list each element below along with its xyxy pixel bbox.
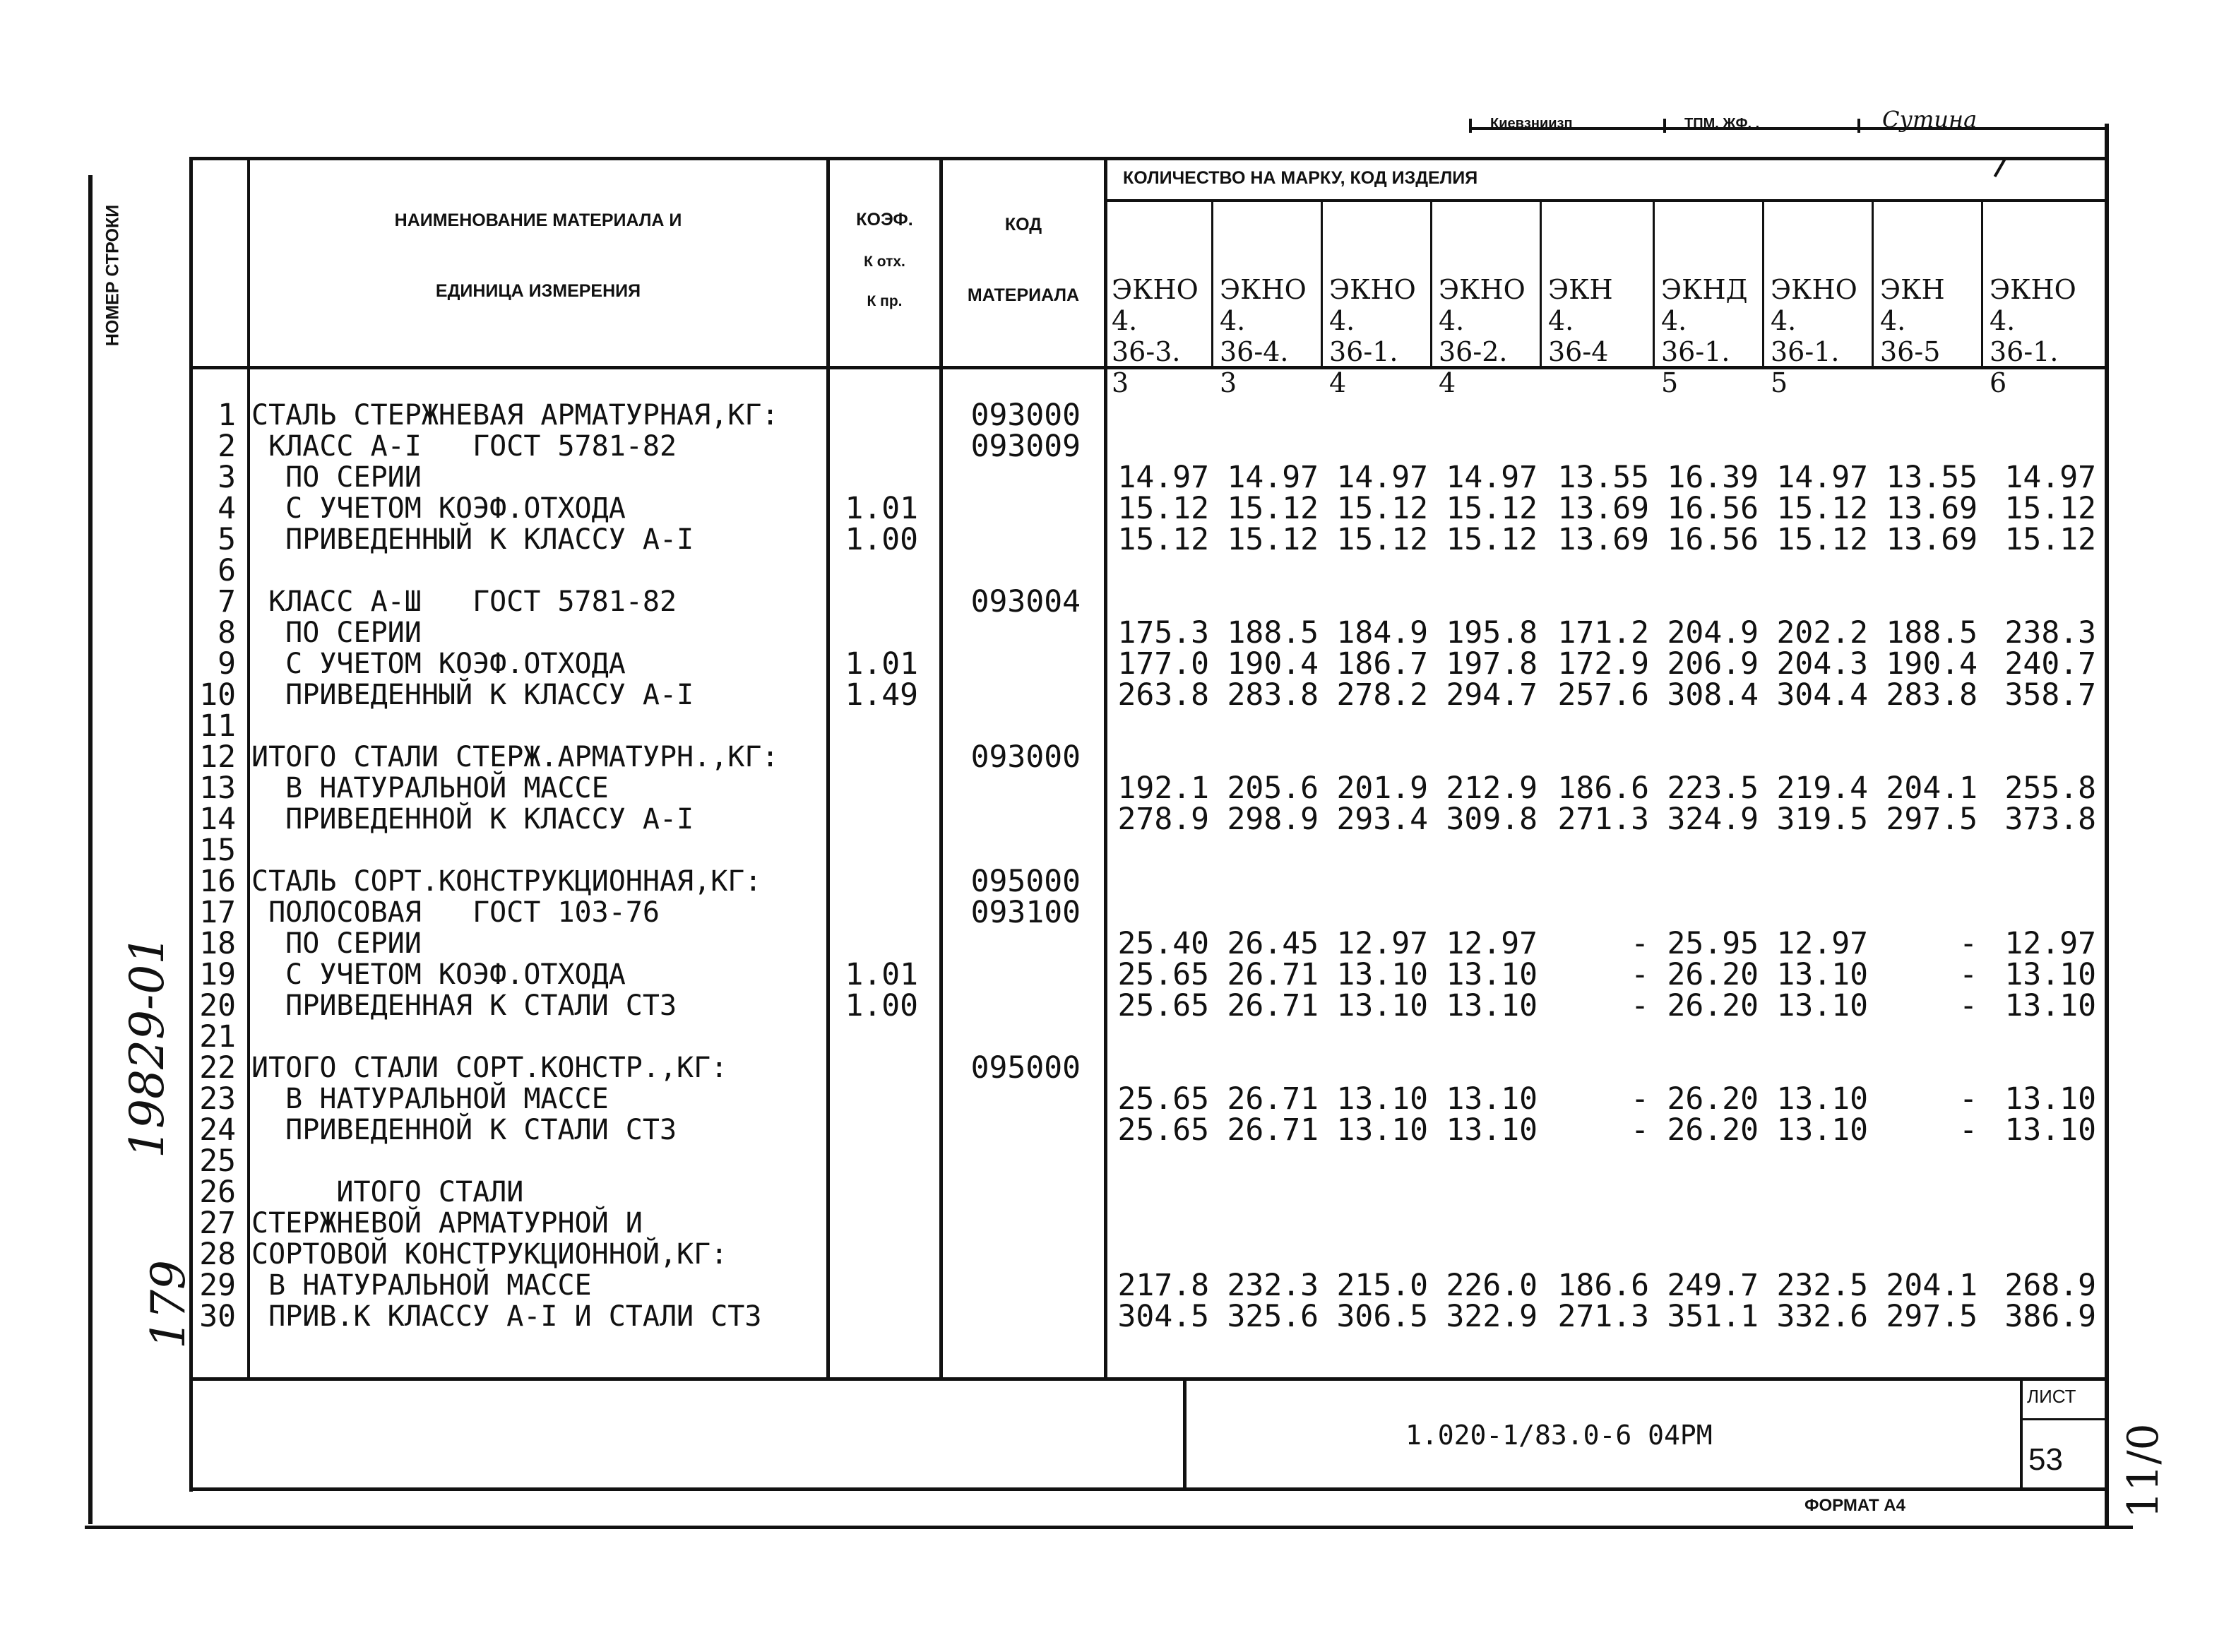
quantity-cell: 26.20: [1667, 957, 1759, 992]
coefficient: 1.01: [845, 646, 918, 682]
stamp-tick: [1469, 119, 1472, 133]
quantity-cell: -: [1959, 988, 1978, 1023]
row-number: 5: [218, 522, 236, 557]
material-name: СТЕРЖНЕВОЙ АРМАТУРНОЙ И: [251, 1207, 643, 1240]
row-number: 14: [199, 802, 236, 837]
quantity-cell: 294.7: [1446, 677, 1538, 713]
quantity-cell: -: [1959, 1112, 1978, 1148]
quantity-cell: 217.8: [1117, 1268, 1209, 1303]
quantity-cell: 201.9: [1336, 771, 1428, 806]
material-name: ПРИВЕДЕННЫЙ К КЛАССУ А-I: [251, 679, 694, 711]
left-margin-line: [88, 175, 93, 1524]
quantity-cell: 219.4: [1776, 771, 1868, 806]
quantity-cell: 325.6: [1227, 1299, 1319, 1334]
material-name: ИТОГО СТАЛИ СОРТ.КОНСТР.,КГ:: [251, 1052, 728, 1084]
quantity-cell: 205.6: [1227, 771, 1319, 806]
quantity-cell: 13.10: [2004, 957, 2096, 992]
quantity-cell: 13.69: [1557, 491, 1649, 526]
quantity-cell: 206.9: [1667, 646, 1759, 682]
right-margin-line: [2105, 124, 2109, 1529]
mark-header: ЭКН 4. 36-5: [1880, 274, 1945, 367]
quantity-cell: -: [1959, 957, 1978, 992]
header-row-number: НОМЕР СТРОКИ: [102, 204, 123, 347]
material-code: 093004: [970, 584, 1081, 619]
material-name: С УЧЕТОМ КОЭФ.ОТХОДА: [251, 492, 626, 525]
quantity-cell: 25.65: [1117, 1081, 1209, 1117]
row-number: 27: [199, 1206, 236, 1241]
quantity-cell: -: [1959, 1081, 1978, 1117]
header-material-name-line1: НАИМЕНОВАНИЕ МАТЕРИАЛА И: [394, 210, 682, 230]
row-number: 15: [199, 833, 236, 868]
material-name: ПРИВЕДЕННОЙ К КЛАССУ А-I: [251, 803, 694, 836]
quantity-cell: 14.97: [1227, 460, 1319, 495]
coefficient: 1.00: [845, 988, 918, 1023]
quantity-cell: 13.10: [1776, 1112, 1868, 1148]
quantity-cell: 13.10: [1446, 988, 1538, 1023]
quantity-cell: 15.12: [1336, 522, 1428, 557]
row-number: 3: [218, 460, 236, 495]
quantity-cell: 306.5: [1336, 1299, 1428, 1334]
row-number: 12: [199, 739, 236, 775]
quantity-cell: 13.10: [1446, 957, 1538, 992]
inventory-number: 19829-01: [120, 934, 174, 1158]
mark-header: ЭКНО 4. 36-1. 5: [1771, 274, 1857, 398]
quantity-cell: 15.12: [1336, 491, 1428, 526]
quantity-cell: 232.5: [1776, 1268, 1868, 1303]
quantity-cell: 14.97: [1117, 460, 1209, 495]
mark-header: ЭКНО 4. 36-2. 4: [1439, 274, 1526, 398]
quantity-cell: 26.71: [1227, 1112, 1319, 1148]
coefficient: 1.01: [845, 491, 918, 526]
quantity-cell: 188.5: [1227, 615, 1319, 650]
header-slash: [1994, 158, 2006, 177]
quantity-cell: 308.4: [1667, 677, 1759, 713]
material-name: ПОЛОСОВАЯ ГОСТ 103-76: [251, 896, 660, 929]
quantity-cell: 25.40: [1117, 926, 1209, 961]
quantity-cell: 15.12: [2004, 522, 2096, 557]
material-name: ИТОГО СТАЛИ: [251, 1176, 524, 1208]
quantity-cell: 13.69: [1886, 522, 1978, 557]
quantity-cell: 358.7: [2004, 677, 2096, 713]
row-number: 22: [199, 1050, 236, 1086]
row-number: 26: [199, 1175, 236, 1210]
quantity-cell: 283.8: [1886, 677, 1978, 713]
material-name: В НАТУРАЛЬНОЙ МАССЕ: [251, 772, 609, 804]
quantity-cell: 12.97: [1336, 926, 1428, 961]
quantity-cell: 25.65: [1117, 957, 1209, 992]
quantity-cell: 304.4: [1776, 677, 1868, 713]
material-name: ПРИВ.К КЛАССУ А-I И СТАЛИ СТЗ: [251, 1300, 762, 1333]
quantity-cell: 13.10: [2004, 1081, 2096, 1117]
row-number: 1: [218, 398, 236, 433]
material-name: В НАТУРАЛЬНОЙ МАССЕ: [251, 1269, 592, 1302]
row-number: 24: [199, 1112, 236, 1148]
row-number: 18: [199, 926, 236, 961]
quantity-cell: 15.12: [1227, 522, 1319, 557]
quantity-cell: 351.1: [1667, 1299, 1759, 1334]
row-number: 17: [199, 895, 236, 930]
row-number: 25: [199, 1143, 236, 1179]
quantity-cell: 13.10: [1446, 1112, 1538, 1148]
header-coef-line3: К пр.: [867, 293, 903, 309]
sheet-number: 53: [2028, 1442, 2063, 1477]
row-number: 2: [218, 429, 236, 464]
row-number: 7: [218, 584, 236, 619]
quantity-cell: 14.97: [2004, 460, 2096, 495]
sheet-label: ЛИСТ: [2027, 1386, 2076, 1407]
coefficient: 1.49: [845, 677, 918, 713]
row-number: 13: [199, 771, 236, 806]
quantity-cell: 197.8: [1446, 646, 1538, 682]
mark-header: ЭКНО 4. 36-1. 4: [1329, 274, 1416, 398]
quantity-cell: 175.3: [1117, 615, 1209, 650]
stamp-tick: [1857, 119, 1860, 133]
header-coef-line2: К отх.: [864, 254, 905, 270]
quantity-cell: 12.97: [1446, 926, 1538, 961]
quantity-cell: 13.55: [1557, 460, 1649, 495]
material-name: ПО СЕРИИ: [251, 461, 422, 494]
quantity-cell: -: [1959, 926, 1978, 961]
quantity-cell: 278.2: [1336, 677, 1428, 713]
quantity-cell: 15.12: [1117, 522, 1209, 557]
stamp-org: Киевзниизп: [1490, 116, 1573, 131]
quantity-cell: 212.9: [1446, 771, 1538, 806]
right-margin-mark: 11/0: [2119, 1423, 2168, 1519]
bottom-margin-line: [85, 1526, 2133, 1529]
header-coef-line1: КОЭФ.: [856, 210, 913, 230]
material-code: 093100: [970, 895, 1081, 930]
quantity-cell: 13.10: [1776, 988, 1868, 1023]
page-number-handwritten: 179: [141, 1260, 196, 1349]
material-name: ПО СЕРИИ: [251, 617, 422, 649]
material-name: КЛАСС А-I ГОСТ 5781-82: [251, 430, 677, 463]
quantity-cell: 13.10: [2004, 988, 2096, 1023]
quantity-cell: 13.10: [1776, 957, 1868, 992]
mark-header: ЭКНД 4. 36-1. 5: [1661, 274, 1748, 398]
header-code-line1: КОД: [1004, 215, 1042, 234]
quantity-cell: 13.10: [1446, 1081, 1538, 1117]
quantity-cell: 16.56: [1667, 522, 1759, 557]
quantity-cell: 26.71: [1227, 957, 1319, 992]
quantity-cell: 26.71: [1227, 1081, 1319, 1117]
material-name: С УЧЕТОМ КОЭФ.ОТХОДА: [251, 648, 626, 680]
quantity-cell: 13.10: [1336, 1112, 1428, 1148]
quantity-cell: 226.0: [1446, 1268, 1538, 1303]
row-number: 11: [199, 708, 236, 744]
quantity-cell: 13.69: [1557, 522, 1649, 557]
quantity-cell: 283.8: [1227, 677, 1319, 713]
quantity-cell: 373.8: [2004, 802, 2096, 837]
quantity-cell: 249.7: [1667, 1268, 1759, 1303]
quantity-cell: 297.5: [1886, 1299, 1978, 1334]
stamp-tick: [1663, 119, 1666, 133]
quantity-cell: 192.1: [1117, 771, 1209, 806]
material-name: С УЧЕТОМ КОЭФ.ОТХОДА: [251, 958, 626, 991]
quantity-cell: 25.65: [1117, 988, 1209, 1023]
quantity-cell: 15.12: [1446, 522, 1538, 557]
material-name: СТАЛЬ СОРТ.КОНСТРУКЦИОННАЯ,КГ:: [251, 865, 762, 898]
header-quantity: КОЛИЧЕСТВО НА МАРКУ, КОД ИЗДЕЛИЯ: [1123, 168, 1478, 188]
row-number: 4: [218, 491, 236, 526]
quantity-cell: 223.5: [1667, 771, 1759, 806]
quantity-cell: 204.1: [1886, 771, 1978, 806]
coefficient: 1.00: [845, 522, 918, 557]
document-code: 1.020-1/83.0-6 04РМ: [1405, 1420, 1713, 1451]
quantity-cell: 298.9: [1227, 802, 1319, 837]
quantity-cell: 186.7: [1336, 646, 1428, 682]
row-number: 10: [199, 677, 236, 713]
quantity-cell: 271.3: [1557, 1299, 1649, 1334]
material-code: 095000: [970, 1050, 1081, 1086]
quantity-cell: 15.12: [1117, 491, 1209, 526]
quantity-cell: 13.55: [1886, 460, 1978, 495]
material-name: СТАЛЬ СТЕРЖНЕВАЯ АРМАТУРНАЯ,КГ:: [251, 399, 779, 432]
quantity-cell: 14.97: [1446, 460, 1538, 495]
header-code-line2: МАТЕРИАЛА: [967, 285, 1080, 305]
material-code: 093009: [970, 429, 1081, 464]
quantity-cell: 190.4: [1227, 646, 1319, 682]
quantity-cell: 304.5: [1117, 1299, 1209, 1334]
quantity-cell: 14.97: [1336, 460, 1428, 495]
quantity-cell: 26.71: [1227, 988, 1319, 1023]
quantity-cell: 26.45: [1227, 926, 1319, 961]
quantity-cell: 319.5: [1776, 802, 1868, 837]
quantity-cell: 25.95: [1667, 926, 1759, 961]
quantity-cell: 263.8: [1117, 677, 1209, 713]
quantity-cell: 278.9: [1117, 802, 1209, 837]
quantity-cell: -: [1631, 926, 1649, 961]
quantity-cell: 177.0: [1117, 646, 1209, 682]
quantity-cell: 186.6: [1557, 771, 1649, 806]
material-code: 093000: [970, 739, 1081, 775]
quantity-cell: 13.10: [1336, 988, 1428, 1023]
stamp-code: ТПМ. ЖФ. .: [1684, 116, 1760, 131]
quantity-cell: 255.8: [2004, 771, 2096, 806]
quantity-cell: 12.97: [1776, 926, 1868, 961]
quantity-cell: -: [1631, 1112, 1649, 1148]
row-number: 9: [218, 646, 236, 682]
material-name: СОРТОВОЙ КОНСТРУКЦИОННОЙ,КГ:: [251, 1238, 728, 1271]
quantity-cell: 25.65: [1117, 1112, 1209, 1148]
quantity-cell: 172.9: [1557, 646, 1649, 682]
material-name: В НАТУРАЛЬНОЙ МАССЕ: [251, 1083, 609, 1115]
mark-header: ЭКН 4. 36-4: [1548, 274, 1613, 367]
row-number: 16: [199, 864, 236, 899]
quantity-cell: 16.39: [1667, 460, 1759, 495]
material-name: ПРИВЕДЕННОЙ К СТАЛИ СТЗ: [251, 1114, 677, 1146]
material-code: 095000: [970, 864, 1081, 899]
quantity-cell: 14.97: [1776, 460, 1868, 495]
quantity-cell: 195.8: [1446, 615, 1538, 650]
row-number: 21: [199, 1019, 236, 1054]
quantity-cell: -: [1631, 957, 1649, 992]
quantity-cell: 322.9: [1446, 1299, 1538, 1334]
quantity-cell: 271.3: [1557, 802, 1649, 837]
quantity-cell: 171.2: [1557, 615, 1649, 650]
material-name: ПРИВЕДЕННЫЙ К КЛАССУ А-I: [251, 523, 694, 556]
mark-header: ЭКНО 4. 36-1. 6: [1990, 274, 2076, 398]
quantity-cell: 324.9: [1667, 802, 1759, 837]
row-number: 6: [218, 553, 236, 588]
quantity-cell: 26.20: [1667, 1112, 1759, 1148]
quantity-cell: 15.12: [1227, 491, 1319, 526]
quantity-cell: 13.10: [1336, 1081, 1428, 1117]
mark-header: ЭКНО 4. 36-4. 3: [1220, 274, 1307, 398]
quantity-cell: 13.69: [1886, 491, 1978, 526]
quantity-cell: 332.6: [1776, 1299, 1868, 1334]
quantity-cell: 257.6: [1557, 677, 1649, 713]
quantity-cell: 26.20: [1667, 1081, 1759, 1117]
quantity-cell: 293.4: [1336, 802, 1428, 837]
paper-format: ФОРМАТ А4: [1804, 1496, 1905, 1515]
material-name: КЛАСС А-Ш ГОСТ 5781-82: [251, 586, 677, 618]
material-name: ИТОГО СТАЛИ СТЕРЖ.АРМАТУРН.,КГ:: [251, 741, 779, 773]
quantity-cell: 15.12: [2004, 491, 2096, 526]
quantity-cell: 26.20: [1667, 988, 1759, 1023]
quantity-cell: 204.1: [1886, 1268, 1978, 1303]
row-number: 23: [199, 1081, 236, 1117]
material-code: 093000: [970, 398, 1081, 433]
quantity-cell: 297.5: [1886, 802, 1978, 837]
stamp-signature: Сутина: [1882, 106, 1978, 133]
row-number: 20: [199, 988, 236, 1023]
quantity-cell: 238.3: [2004, 615, 2096, 650]
quantity-cell: -: [1631, 1081, 1649, 1117]
material-name: ПРИВЕДЕННАЯ К СТАЛИ СТЗ: [251, 990, 677, 1022]
row-number: 29: [199, 1268, 236, 1303]
quantity-cell: 13.10: [1776, 1081, 1868, 1117]
quantity-cell: 232.3: [1227, 1268, 1319, 1303]
quantity-cell: 188.5: [1886, 615, 1978, 650]
row-number: 19: [199, 957, 236, 992]
quantity-cell: 240.7: [2004, 646, 2096, 682]
quantity-cell: 16.56: [1667, 491, 1759, 526]
quantity-cell: 215.0: [1336, 1268, 1428, 1303]
quantity-cell: 386.9: [2004, 1299, 2096, 1334]
quantity-cell: 186.6: [1557, 1268, 1649, 1303]
coefficient: 1.01: [845, 957, 918, 992]
row-number: 30: [199, 1299, 236, 1334]
header-material-name-line2: ЕДИНИЦА ИЗМЕРЕНИЯ: [435, 281, 641, 301]
quantity-cell: 15.12: [1776, 491, 1868, 526]
material-name: ПО СЕРИИ: [251, 927, 422, 960]
quantity-cell: 202.2: [1776, 615, 1868, 650]
row-number: 8: [218, 615, 236, 650]
quantity-cell: 15.12: [1446, 491, 1538, 526]
quantity-cell: 204.9: [1667, 615, 1759, 650]
quantity-cell: 15.12: [1776, 522, 1868, 557]
mark-header: ЭКНО 4. 36-3. 3: [1112, 274, 1199, 398]
quantity-cell: 13.10: [2004, 1112, 2096, 1148]
row-number: 28: [199, 1237, 236, 1272]
quantity-cell: 184.9: [1336, 615, 1428, 650]
quantity-cell: 204.3: [1776, 646, 1868, 682]
quantity-cell: 268.9: [2004, 1268, 2096, 1303]
quantity-cell: 12.97: [2004, 926, 2096, 961]
quantity-cell: 309.8: [1446, 802, 1538, 837]
quantity-cell: 13.10: [1336, 957, 1428, 992]
quantity-cell: 190.4: [1886, 646, 1978, 682]
quantity-cell: -: [1631, 988, 1649, 1023]
